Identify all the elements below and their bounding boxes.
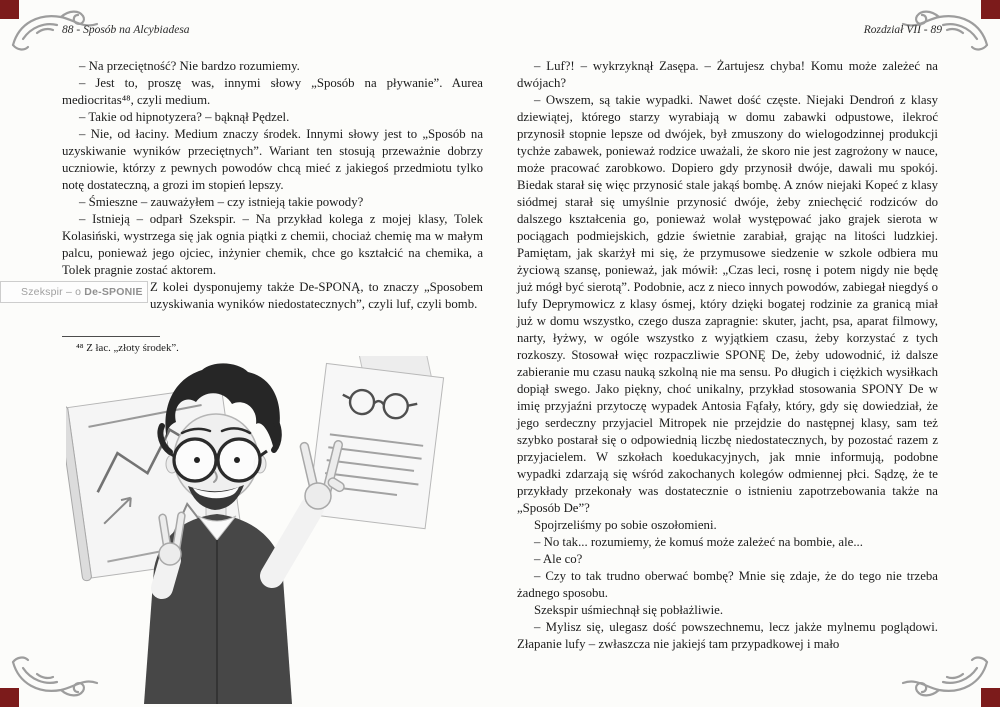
corner-square (0, 0, 19, 19)
corner-square (0, 688, 19, 707)
footnote-text: ⁴⁸ Z łac. „złoty środek”. (76, 342, 179, 354)
running-header-left: 88 - Sposób na Alcybiadesa (62, 24, 190, 36)
paragraph: – Istnieją – odparł Szekspir. – Na przykład kolega z mojej klasy, Tolek Kolasiński, wystrzega się jak ognia piątki z chemii, chociaż chemię ma w małym palcu, ponieważ jego ojciec, inżynier chemik, chce go kształcić na chemika, a Tolek pragnie zostać aktorem. (62, 212, 483, 277)
paragraph: – No tak... rozumiemy, że komuś może zależeć na bombie, ale... (534, 535, 863, 549)
corner-square (981, 0, 1000, 19)
paragraph: Spojrzeliśmy po sobie oszołomieni. (534, 518, 717, 532)
paragraph: – Nie, od łaciny. Medium znaczy środek. Innymi słowy jest to „Sposób na uzyskiwanie wyników przeciętnych”. Wariant ten stosują przeważnie dobrzy uczniowie, którzy z pewnych powodów chcą mieć z jakiegoś przedmiotu tylko notę dostateczną, a grozi im stopień lepszy. (62, 127, 483, 192)
paragraph: – Takie od hipnotyzera? – bąknął Pędzel. (79, 110, 290, 124)
paragraph: – Owszem, są takie wypadki. Nawet dość częste. Niejaki Dendroń z klasy dziewiątej, którego starzy wyrabiają w domu zabawki odpustowe, ilekroć przynosił stopnie lepsze od dwójek, był zmuszony do wielogodzinnej produkcji tychże zabawek, ponieważ rodzice uważali, że skoro nie jest zagrożony w nauce, może pracować zarobkowo. Dopiero gdy przynosił dwóje, dawali mu spokój. Biedak starał się więc przynosić stale jakąś bombę. A znów niejaki Kopeć z klasy siódmej starał się umyślnie przynosić dwóje, żeby zniechęcić rodziców do dalszego kształcenia go, ponieważ wolał występować jako grajek sierota w pociągach podmiejskich, gdzie świetnie zarabiał, grając na litości ludzkiej. Pamiętam, jak skarżył mi się, że przymusowe siedzenie w szkole odbiera mu życiową szansę, ponieważ, jak mówił: „Czas leci, rosnę i potem nigdy nie będę już mógł być sierotą”. Podobnie, acz z nieco innych powodów, zabiegał niegdyś o lufy Deprymowicz z klasy ósmej, który dzięki bogatej rodzinie za granicą miał już w domu wszystko, czego dusza zapragnie: skuter, jacht, psa, aparat filmowy, narty, łyżwy, w ogóle wszystko z wyjątkiem czasu, żeby korzystać z tych rozkoszy. Stosował więc rozpaczliwie SPONĘ De, żeby udowodnić, iż dalsze zabieranie mu czasu nauką szkolną nie ma sensu. Po długich i ciężkich wysiłkach dopiął swego. Jako piękny, choć unikalny, przykład stosowania SPONY De w imię przyjaźni przytoczę wypadek Antosia Fąfały, który, gdy się dowiedział, że jego serdeczny przyjaciel Mitropek nie przejdzie do następnej klasy, sam też szybko postarał się o odpowiednią liczbę niedostatecznych, by pozostać razem z przyjacielem. W szkołach koedukacyjnych, jak mnie informują, podobne wypadki zdarzają się wśród zakochanych kolegów odmiennej płci. Sądzę, że te przykłady przekonały was dostatecznie o istnieniu zapotrzebowania także na „Sposób De”? (517, 93, 938, 515)
paragraph: – Na przeciętność? Nie bardzo rozumiemy. (79, 59, 300, 73)
running-header-right: Rozdział VII - 89 (863, 24, 942, 36)
paragraph: – Jest to, proszę was, innymi słowy „Sposób na pływanie”. Aurea mediocritas⁴⁸, czyli medium. (62, 76, 483, 107)
flourish-icon (899, 650, 991, 702)
corner-square (981, 688, 1000, 707)
paragraph: – Luf?! – wykrzyknął Zasępa. – Żartujesz chyba! Komu może zależeć na dwójach? (517, 59, 938, 90)
paragraph: – Czy to tak trudno oberwać bombę? Mnie się zdaje, że do tego nie trzeba żadnego sposobu. (517, 569, 938, 600)
margin-note-text: Szekspir – o (21, 286, 85, 298)
right-page-text (517, 58, 938, 653)
margin-note-term: De-SPONIE (84, 286, 143, 298)
boy-figure (144, 363, 346, 704)
footnote (62, 336, 483, 355)
paragraph: Szekspir uśmiechnął się pobłażliwie. (534, 603, 724, 617)
left-page-text (62, 58, 483, 313)
paragraph: – Mylisz się, ulegasz dość powszechnemu, lecz jakże mylnemu poglądowi. Złapanie lufy – zwłaszcza nie jakiejś tam przypadkowej i mało (517, 620, 938, 651)
paragraph: – Śmieszne – zauważyłem – czy istnieją takie powody? (79, 195, 364, 209)
corner-ornament-bottom-right (890, 647, 1000, 707)
paragraph: – Ale co? (534, 552, 583, 566)
footnote-divider (62, 336, 160, 337)
boy-illustration (66, 356, 466, 704)
margin-note (0, 281, 148, 303)
paragraph: Z kolei dysponujemy także De-SPONĄ, to znaczy „Sposobem uzyskiwania wyników niedostatecznych”, czyli luf, czyli bomb. (150, 280, 483, 311)
